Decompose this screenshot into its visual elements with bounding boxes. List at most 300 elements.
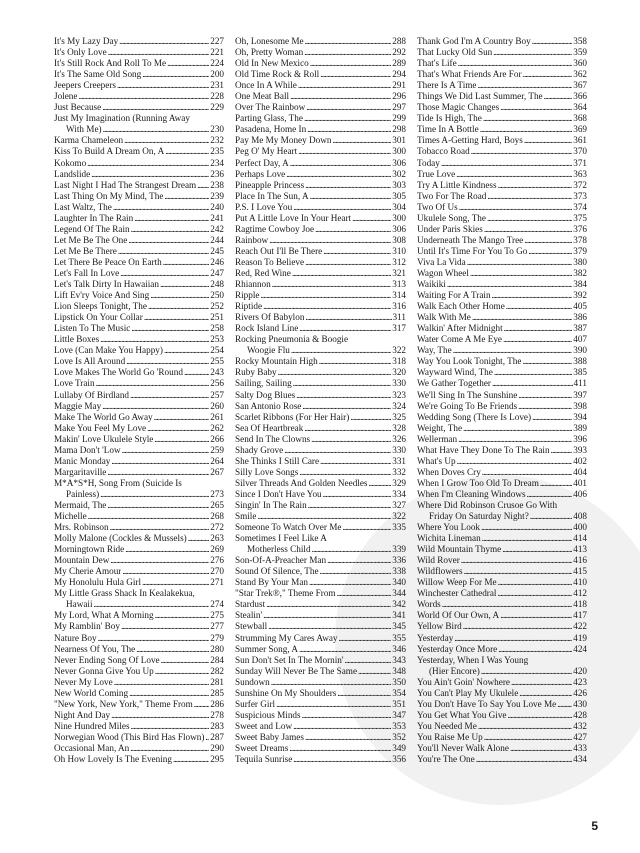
index-entry — [54, 47, 224, 58]
entry-page-number: 290 — [210, 743, 224, 753]
dot-leader — [456, 169, 572, 180]
dot-leader — [544, 91, 573, 102]
entry-title: Sweet Dreams — [235, 743, 289, 753]
entry-title: Strumming My Cares Away — [235, 632, 338, 643]
entry-title: You Raise Me Up — [417, 731, 483, 742]
index-entry — [417, 124, 587, 135]
entry-page-number: 396 — [573, 433, 587, 444]
entry-title: What Have They Done To The Rain — [417, 444, 550, 455]
dot-leader — [129, 688, 209, 699]
dot-leader — [304, 423, 391, 434]
index-column-3 — [417, 36, 587, 765]
index-entry — [54, 135, 224, 146]
entry-title: We'll Sing In The Sunshine — [417, 389, 518, 400]
dot-leader — [88, 511, 210, 522]
index-entry — [54, 235, 224, 246]
entry-page-number: 305 — [392, 190, 406, 201]
entry-title: Sweet and Low — [235, 720, 293, 731]
index-entry — [235, 169, 406, 180]
dot-leader — [120, 268, 209, 279]
index-entry — [417, 246, 587, 257]
entry-title: Until It's Time For You To Go — [417, 245, 528, 256]
dot-leader — [345, 655, 392, 666]
index-entry — [235, 334, 406, 356]
entry-title: You Needed Me — [417, 720, 477, 731]
dot-leader — [108, 47, 210, 58]
entry-title: Winchester Cathedral — [417, 588, 497, 599]
index-entry — [54, 257, 224, 268]
index-entry — [235, 378, 406, 389]
entry-title: Two For The Road — [417, 190, 487, 201]
dot-leader — [269, 235, 391, 246]
index-entry — [417, 235, 587, 246]
entry-page-number: 351 — [392, 698, 406, 709]
index-entry — [235, 655, 406, 666]
entry-title: Just Because — [54, 102, 102, 113]
entry-title: Little Boxes — [54, 334, 100, 345]
dot-leader — [523, 69, 573, 80]
index-entry — [54, 345, 224, 356]
dot-leader — [530, 511, 572, 522]
index-entry — [54, 555, 224, 566]
index-entry — [235, 191, 406, 202]
dot-leader — [110, 555, 209, 566]
entry-title: Rock Island Line — [235, 323, 299, 334]
index-entry — [235, 533, 406, 555]
entry-title: Listen To The Music — [54, 323, 131, 334]
dot-leader — [271, 677, 392, 688]
index-entry — [417, 621, 587, 632]
entry-page-number: 286 — [210, 698, 224, 709]
entry-page-number: 427 — [573, 731, 587, 742]
entry-page-number: 345 — [392, 621, 406, 632]
entry-title: Red, Red Wine — [235, 267, 291, 278]
entry-page-number: 252 — [210, 301, 224, 312]
dot-leader — [286, 169, 391, 180]
entry-page-number: 330 — [392, 378, 406, 389]
dot-leader — [130, 390, 209, 401]
dot-leader — [113, 202, 209, 213]
entry-page-number: 334 — [392, 488, 406, 499]
index-entry — [235, 323, 406, 334]
entry-title: Make You Feel My Love — [54, 422, 147, 433]
dot-leader — [114, 677, 210, 688]
entry-page-number: 314 — [392, 290, 406, 301]
dot-leader — [339, 633, 392, 644]
entry-page-number: 221 — [210, 47, 224, 58]
entry-page-number: 378 — [573, 234, 587, 245]
index-entry — [417, 213, 587, 224]
entry-page-number: 317 — [392, 323, 406, 334]
entry-title: My Cherie Amour — [54, 566, 122, 577]
entry-title: Lift Ev'ry Voice And Sing — [54, 290, 150, 301]
dot-leader — [87, 158, 209, 169]
index-entry — [54, 533, 224, 544]
entry-title-continued: (Hier Encore) — [429, 665, 480, 676]
index-entry — [235, 500, 406, 511]
dot-leader — [483, 113, 572, 124]
entry-title: P.S. I Love You — [235, 201, 293, 212]
index-entry — [235, 91, 406, 102]
entry-page-number: 318 — [392, 356, 406, 367]
dot-leader — [188, 533, 210, 544]
index-entry — [417, 356, 587, 367]
dot-leader — [98, 633, 210, 644]
dot-leader — [197, 180, 209, 191]
entry-title: Pasadena, Home In — [235, 124, 307, 135]
entry-page-number: 295 — [210, 754, 224, 765]
dot-leader — [477, 80, 572, 91]
index-entry — [417, 80, 587, 91]
index-entry — [417, 367, 587, 378]
dot-leader — [165, 146, 209, 157]
dot-leader — [293, 378, 392, 389]
index-entry — [54, 378, 224, 389]
dot-leader — [150, 290, 209, 301]
dot-leader — [310, 58, 391, 69]
entry-page-number: 284 — [210, 654, 224, 665]
dot-leader — [102, 102, 209, 113]
entry-page-number: 262 — [210, 422, 224, 433]
entry-title: Lullaby Of Birdland — [54, 389, 130, 400]
entry-page-number: 434 — [573, 754, 587, 765]
entry-page-number: 401 — [573, 477, 587, 488]
index-entry — [417, 688, 587, 699]
index-entry — [235, 699, 406, 710]
dot-leader — [493, 47, 572, 58]
dot-leader — [261, 290, 392, 301]
index-entry — [235, 599, 406, 610]
dot-leader — [155, 666, 209, 677]
entry-page-number: 265 — [210, 499, 224, 510]
entry-title: Someone To Watch Over Me — [235, 522, 342, 533]
index-entry — [235, 577, 406, 588]
entry-title: Reach Out I'll Be There — [235, 245, 323, 256]
entry-page-number: 417 — [573, 610, 587, 621]
entry-title: Kokomo — [54, 157, 87, 168]
entry-title: Oh, Pretty Woman — [235, 47, 304, 58]
index-entry — [235, 36, 406, 47]
entry-page-number: 413 — [573, 544, 587, 555]
entry-page-number: 269 — [210, 544, 224, 555]
dot-leader — [337, 688, 391, 699]
dot-leader — [464, 566, 573, 577]
dot-leader — [305, 312, 391, 323]
index-entry — [235, 102, 406, 113]
entry-title: Try A Little Kindness — [417, 179, 497, 190]
dot-leader — [78, 91, 209, 102]
dot-leader — [487, 191, 572, 202]
entry-title: You Get What You Give — [417, 709, 507, 720]
entry-title: One Meat Ball — [235, 91, 290, 102]
index-entry — [235, 677, 406, 688]
entry-page-number: 352 — [392, 731, 406, 742]
dot-leader — [117, 80, 209, 91]
entry-title: Nearness Of You, The — [54, 643, 136, 654]
dot-leader — [510, 743, 572, 754]
dot-leader — [323, 246, 391, 257]
entry-title: Waiting For A Train — [417, 290, 491, 301]
entry-title: Words — [417, 599, 441, 610]
entry-page-number: 322 — [392, 511, 406, 522]
index-entry — [54, 445, 224, 456]
entry-title: New World Coming — [54, 687, 129, 698]
entry-title: Salty Dog Blues — [235, 389, 296, 400]
entry-title: Smile — [235, 511, 257, 522]
index-entry — [235, 213, 406, 224]
entry-title: Love Makes The World Go 'Round — [54, 367, 183, 378]
dot-leader — [481, 666, 572, 677]
entry-page-number: 404 — [573, 466, 587, 477]
dot-leader — [494, 367, 572, 378]
entry-title: Waikiki — [417, 279, 446, 290]
index-entry — [235, 666, 406, 677]
entry-page-number: 275 — [210, 610, 224, 621]
entry-page-number: 289 — [392, 58, 406, 69]
dot-leader — [194, 699, 209, 710]
index-entry — [54, 279, 224, 290]
dot-leader — [482, 467, 572, 478]
index-entry — [417, 378, 587, 389]
dot-leader — [454, 633, 572, 644]
index-entry — [235, 124, 406, 135]
entry-title: Let's Fall In Love — [54, 267, 120, 278]
index-entry — [417, 677, 587, 688]
index-entry — [54, 169, 224, 180]
dot-leader — [173, 754, 209, 765]
index-entry — [417, 158, 587, 169]
entry-page-number: 300 — [392, 146, 406, 157]
entry-title-continued: With Me) — [66, 124, 102, 135]
index-entry — [54, 69, 224, 80]
entry-page-number: 242 — [210, 223, 224, 234]
entry-title: Rivers Of Babylon — [235, 312, 305, 323]
index-entry — [417, 279, 587, 290]
entry-title: Love Train — [54, 378, 95, 389]
entry-title: Let There Be Peace On Earth — [54, 256, 162, 267]
index-entry — [417, 721, 587, 732]
dot-leader — [272, 279, 391, 290]
dot-leader — [122, 445, 210, 456]
entry-page-number: 273 — [210, 488, 224, 499]
entry-title: When Doves Cry — [417, 466, 481, 477]
entry-page-number: 428 — [573, 709, 587, 720]
dot-leader — [310, 191, 392, 202]
entry-title: It's The Same Old Song — [54, 69, 142, 80]
dot-leader — [266, 599, 391, 610]
entry-page-number: 308 — [392, 234, 406, 245]
entry-page-number: 256 — [210, 378, 224, 389]
index-column-2 — [235, 36, 406, 765]
dot-leader — [130, 743, 209, 754]
index-entry — [235, 180, 406, 191]
dot-leader — [459, 202, 573, 213]
entry-title: Sun Don't Set In The Mornin' — [235, 654, 344, 665]
entry-page-number: 304 — [392, 201, 406, 212]
dot-leader — [497, 588, 572, 599]
entry-page-number: 294 — [392, 69, 406, 80]
dot-leader — [292, 268, 391, 279]
entry-page-number: 405 — [573, 301, 587, 312]
index-entry — [54, 268, 224, 279]
entry-title: Pineapple Princess — [235, 179, 305, 190]
dot-leader — [463, 423, 572, 434]
dot-leader — [134, 213, 209, 224]
entry-page-number: 301 — [392, 135, 406, 146]
index-entry — [235, 312, 406, 323]
entry-page-number: 285 — [210, 687, 224, 698]
entry-page-number: 248 — [210, 279, 224, 290]
dot-leader — [164, 191, 209, 202]
index-entry — [417, 180, 587, 191]
entry-page-number: 260 — [210, 400, 224, 411]
index-entry — [54, 666, 224, 677]
entry-title: Wagon Wheel — [417, 267, 469, 278]
dot-leader — [518, 401, 572, 412]
dot-leader — [320, 456, 391, 467]
dot-leader — [163, 257, 209, 268]
index-entry — [417, 268, 587, 279]
index-entry — [235, 401, 406, 412]
entry-page-number: 254 — [210, 345, 224, 356]
dot-leader — [100, 489, 209, 500]
dot-leader — [457, 456, 573, 467]
index-entry — [417, 91, 587, 102]
entry-page-number: 324 — [392, 400, 406, 411]
entry-page-number: 393 — [573, 444, 587, 455]
index-entry — [417, 290, 587, 301]
index-entry — [54, 655, 224, 666]
entry-title: Sunday Will Never Be The Same — [235, 665, 358, 676]
entry-page-number: 424 — [573, 643, 587, 654]
entry-page-number: 382 — [573, 267, 587, 278]
dot-leader — [471, 146, 573, 157]
entry-title: You Can't Play My Ukulele — [417, 687, 519, 698]
dot-leader — [299, 644, 391, 655]
index-entry — [417, 135, 587, 146]
entry-page-number: 354 — [392, 687, 406, 698]
entry-page-number: 255 — [210, 356, 224, 367]
entry-title: Make The World Go Away — [54, 411, 153, 422]
index-entry — [417, 202, 587, 213]
dot-leader — [125, 544, 209, 555]
index-entry — [417, 58, 587, 69]
dot-leader — [484, 224, 572, 235]
entry-title: Walk With Me — [417, 312, 471, 323]
entry-page-number: 330 — [392, 444, 406, 455]
dot-leader — [302, 401, 391, 412]
index-entry — [417, 754, 587, 765]
dot-leader — [305, 36, 392, 47]
entry-page-number: 362 — [573, 69, 587, 80]
entry-page-number: 277 — [210, 621, 224, 632]
entry-page-number: 359 — [573, 47, 587, 58]
dot-leader — [142, 69, 209, 80]
dot-leader — [484, 732, 573, 743]
entry-page-number: 261 — [210, 411, 224, 422]
entry-title: Put A Little Love In Your Heart — [235, 212, 352, 223]
index-entry — [54, 390, 224, 401]
entry-page-number: 331 — [392, 455, 406, 466]
entry-title: Molly Malone (Cockles & Mussels) — [54, 533, 187, 544]
entry-page-number: 310 — [392, 245, 406, 256]
entry-page-number: 415 — [573, 566, 587, 577]
index-entry — [417, 577, 587, 588]
entry-page-number: 416 — [573, 555, 587, 566]
index-entry — [417, 169, 587, 180]
dot-leader — [442, 599, 572, 610]
index-entry — [417, 312, 587, 323]
index-entry — [235, 610, 406, 621]
entry-title: Stealin' — [235, 610, 263, 621]
index-entry — [235, 268, 406, 279]
index-entry — [235, 644, 406, 655]
index-entry — [417, 533, 587, 544]
entry-title: Tide Is High, The — [417, 113, 482, 124]
index-entry — [417, 555, 587, 566]
index-entry — [417, 224, 587, 235]
entry-page-number: 244 — [210, 234, 224, 245]
entry-page-number: 253 — [210, 334, 224, 345]
index-entry — [417, 412, 587, 423]
index-entry — [54, 500, 224, 511]
entry-title: Sea Of Heartbreak — [235, 422, 304, 433]
entry-page-number: 239 — [210, 190, 224, 201]
dot-leader — [458, 58, 573, 69]
index-entry — [417, 489, 587, 500]
entry-page-number: 420 — [573, 665, 587, 676]
index-entry — [417, 710, 587, 721]
entry-title: Lipstick On Your Collar — [54, 312, 143, 323]
entry-page-number: 266 — [210, 433, 224, 444]
index-entry — [54, 113, 224, 135]
dot-leader — [551, 445, 573, 456]
entry-page-number: 406 — [573, 488, 587, 499]
index-entry — [54, 544, 224, 555]
index-entry — [235, 367, 406, 378]
index-entry — [54, 36, 224, 47]
entry-page-number: 347 — [392, 709, 406, 720]
entry-title: When I'm Cleaning Windows — [417, 488, 526, 499]
index-entry — [54, 566, 224, 577]
entry-page-number: 419 — [573, 632, 587, 643]
entry-page-number: 339 — [392, 544, 406, 555]
entry-title: San Antonio Rose — [235, 400, 302, 411]
dot-leader — [309, 577, 391, 588]
dot-leader — [472, 312, 572, 323]
entry-title: That's What Friends Are For — [417, 69, 522, 80]
entry-title: Occasional Man, An — [54, 743, 130, 753]
entry-page-number: 388 — [573, 356, 587, 367]
index-entry — [235, 754, 406, 765]
entry-page-number: 340 — [392, 577, 406, 588]
dot-leader — [263, 610, 391, 621]
dot-leader — [308, 500, 392, 511]
entry-page-number: 234 — [210, 157, 224, 168]
dot-leader — [528, 246, 572, 257]
dot-leader — [293, 721, 391, 732]
entry-title: Stewball — [235, 621, 268, 632]
entry-title: Under Paris Skies — [417, 223, 483, 234]
entry-page-number: 306 — [392, 157, 406, 168]
dot-leader — [110, 522, 210, 533]
dot-leader — [323, 489, 392, 500]
entry-title: Laughter In The Rain — [54, 212, 134, 223]
index-entry — [235, 390, 406, 401]
entry-title: Rocky Mountain High — [235, 356, 318, 367]
entry-title: Kiss To Build A Dream On, A — [54, 146, 165, 157]
index-entry — [235, 146, 406, 157]
